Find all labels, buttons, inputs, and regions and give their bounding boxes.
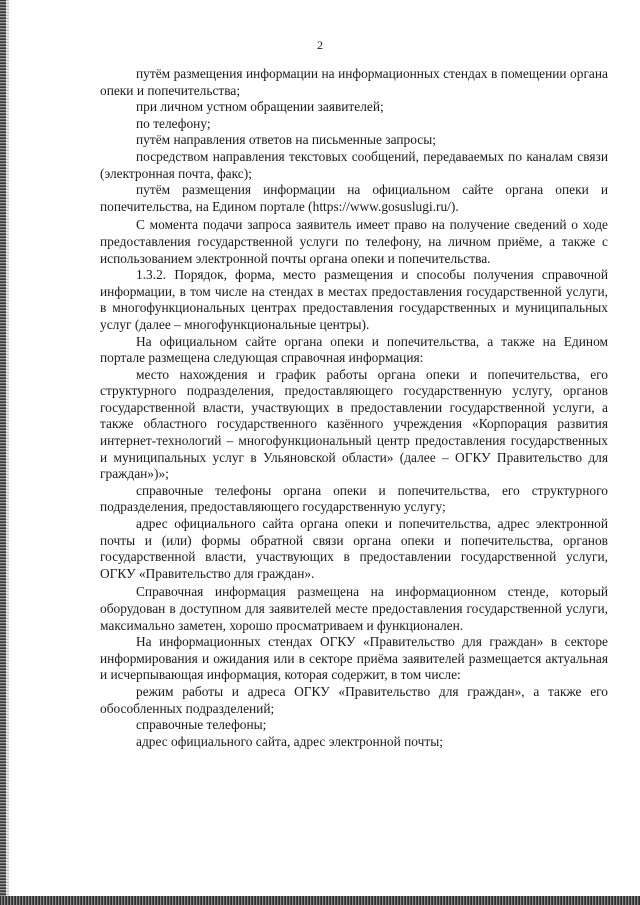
paragraph-section-1-3-2: 1.3.2. Порядок, форма, место размещения и способы получения справочной информации, в том числе на стендах в местах предоставления государственной услуги, в многофункциональных центрах предоставления государственных и муниципальных услуг (далее – многофункциональные центры). xyxy=(100,267,608,332)
paragraph: по телефону; xyxy=(136,115,211,131)
paragraph: С момента подачи запроса заявитель имеет право на получение сведений о ходе предоставления государственной услуги по телефону, на личном приёме, а также с использованием электронной почты органа опеки и попечительства. xyxy=(100,217,608,266)
page-number: 2 xyxy=(317,38,323,52)
paragraph: путём размещения информации на информационных стендах в помещении органа опеки и попечительства; xyxy=(100,66,608,98)
paragraph: адрес официального сайта органа опеки и попечительства, адрес электронной почты и (или) формы обратной связи органа опеки и попечительства, органов государственной власти, участвующих в предоставлении государственной услуги, ОГКУ «Правительство для граждан». xyxy=(100,516,608,581)
paragraph: при личном устном обращении заявителей; xyxy=(136,99,384,115)
scan-edge-bottom xyxy=(0,896,640,905)
paragraph: адрес официального сайта, адрес электронной почты; xyxy=(136,733,443,749)
paragraph: режим работы и адреса ОГКУ «Правительство для граждан», а также его обособленных подразделений; xyxy=(100,683,608,716)
paragraph: Справочная информация размещена на информационном стенде, который оборудован в доступном для заявителей месте предоставления государственной услуги, максимально заметен, хорошо просматриваем и функционален. xyxy=(100,584,608,633)
scan-edge-left-shadow xyxy=(6,0,9,905)
paragraph: место нахождения и график работы органа опеки и попечительства, его структурного подразделения, предоставляющего государственную услугу, органов государственной власти, участвующих в предоставлении государственной услуги, а также областного государственного казённого учреждения «Корпорация развития интернет-технологий – многофункциональный центр предоставления государственных и муниципальных услуг в Ульяновской области» (далее – ОГКУ Правительство для граждан»)»; xyxy=(100,366,608,482)
paragraph: На информационных стендах ОГКУ «Правительство для граждан» в секторе информирования и ожидания или в секторе приёма заявителей размещается актуальная и исчерпывающая информация, которая содержит, в том числе: xyxy=(100,634,608,683)
document-body xyxy=(100,66,608,750)
paragraph: посредством направления текстовых сообщений, передаваемых по каналам связи (электронная почта, факс); xyxy=(100,148,608,181)
paragraph: путём размещения информации на официальном сайте органа опеки и попечительства, на Едином портале (https://www.gosuslugi.ru/). xyxy=(100,182,608,214)
paragraph: На официальном сайте органа опеки и попечительства, а также на Едином портале размещена следующая справочная информация: xyxy=(100,333,608,366)
paragraph: справочные телефоны; xyxy=(136,717,267,733)
paragraph: путём направления ответов на письменные запросы; xyxy=(136,132,436,148)
paragraph: справочные телефоны органа опеки и попечительства, его структурного подразделения, предоставляющего государственную услугу; xyxy=(100,482,608,515)
